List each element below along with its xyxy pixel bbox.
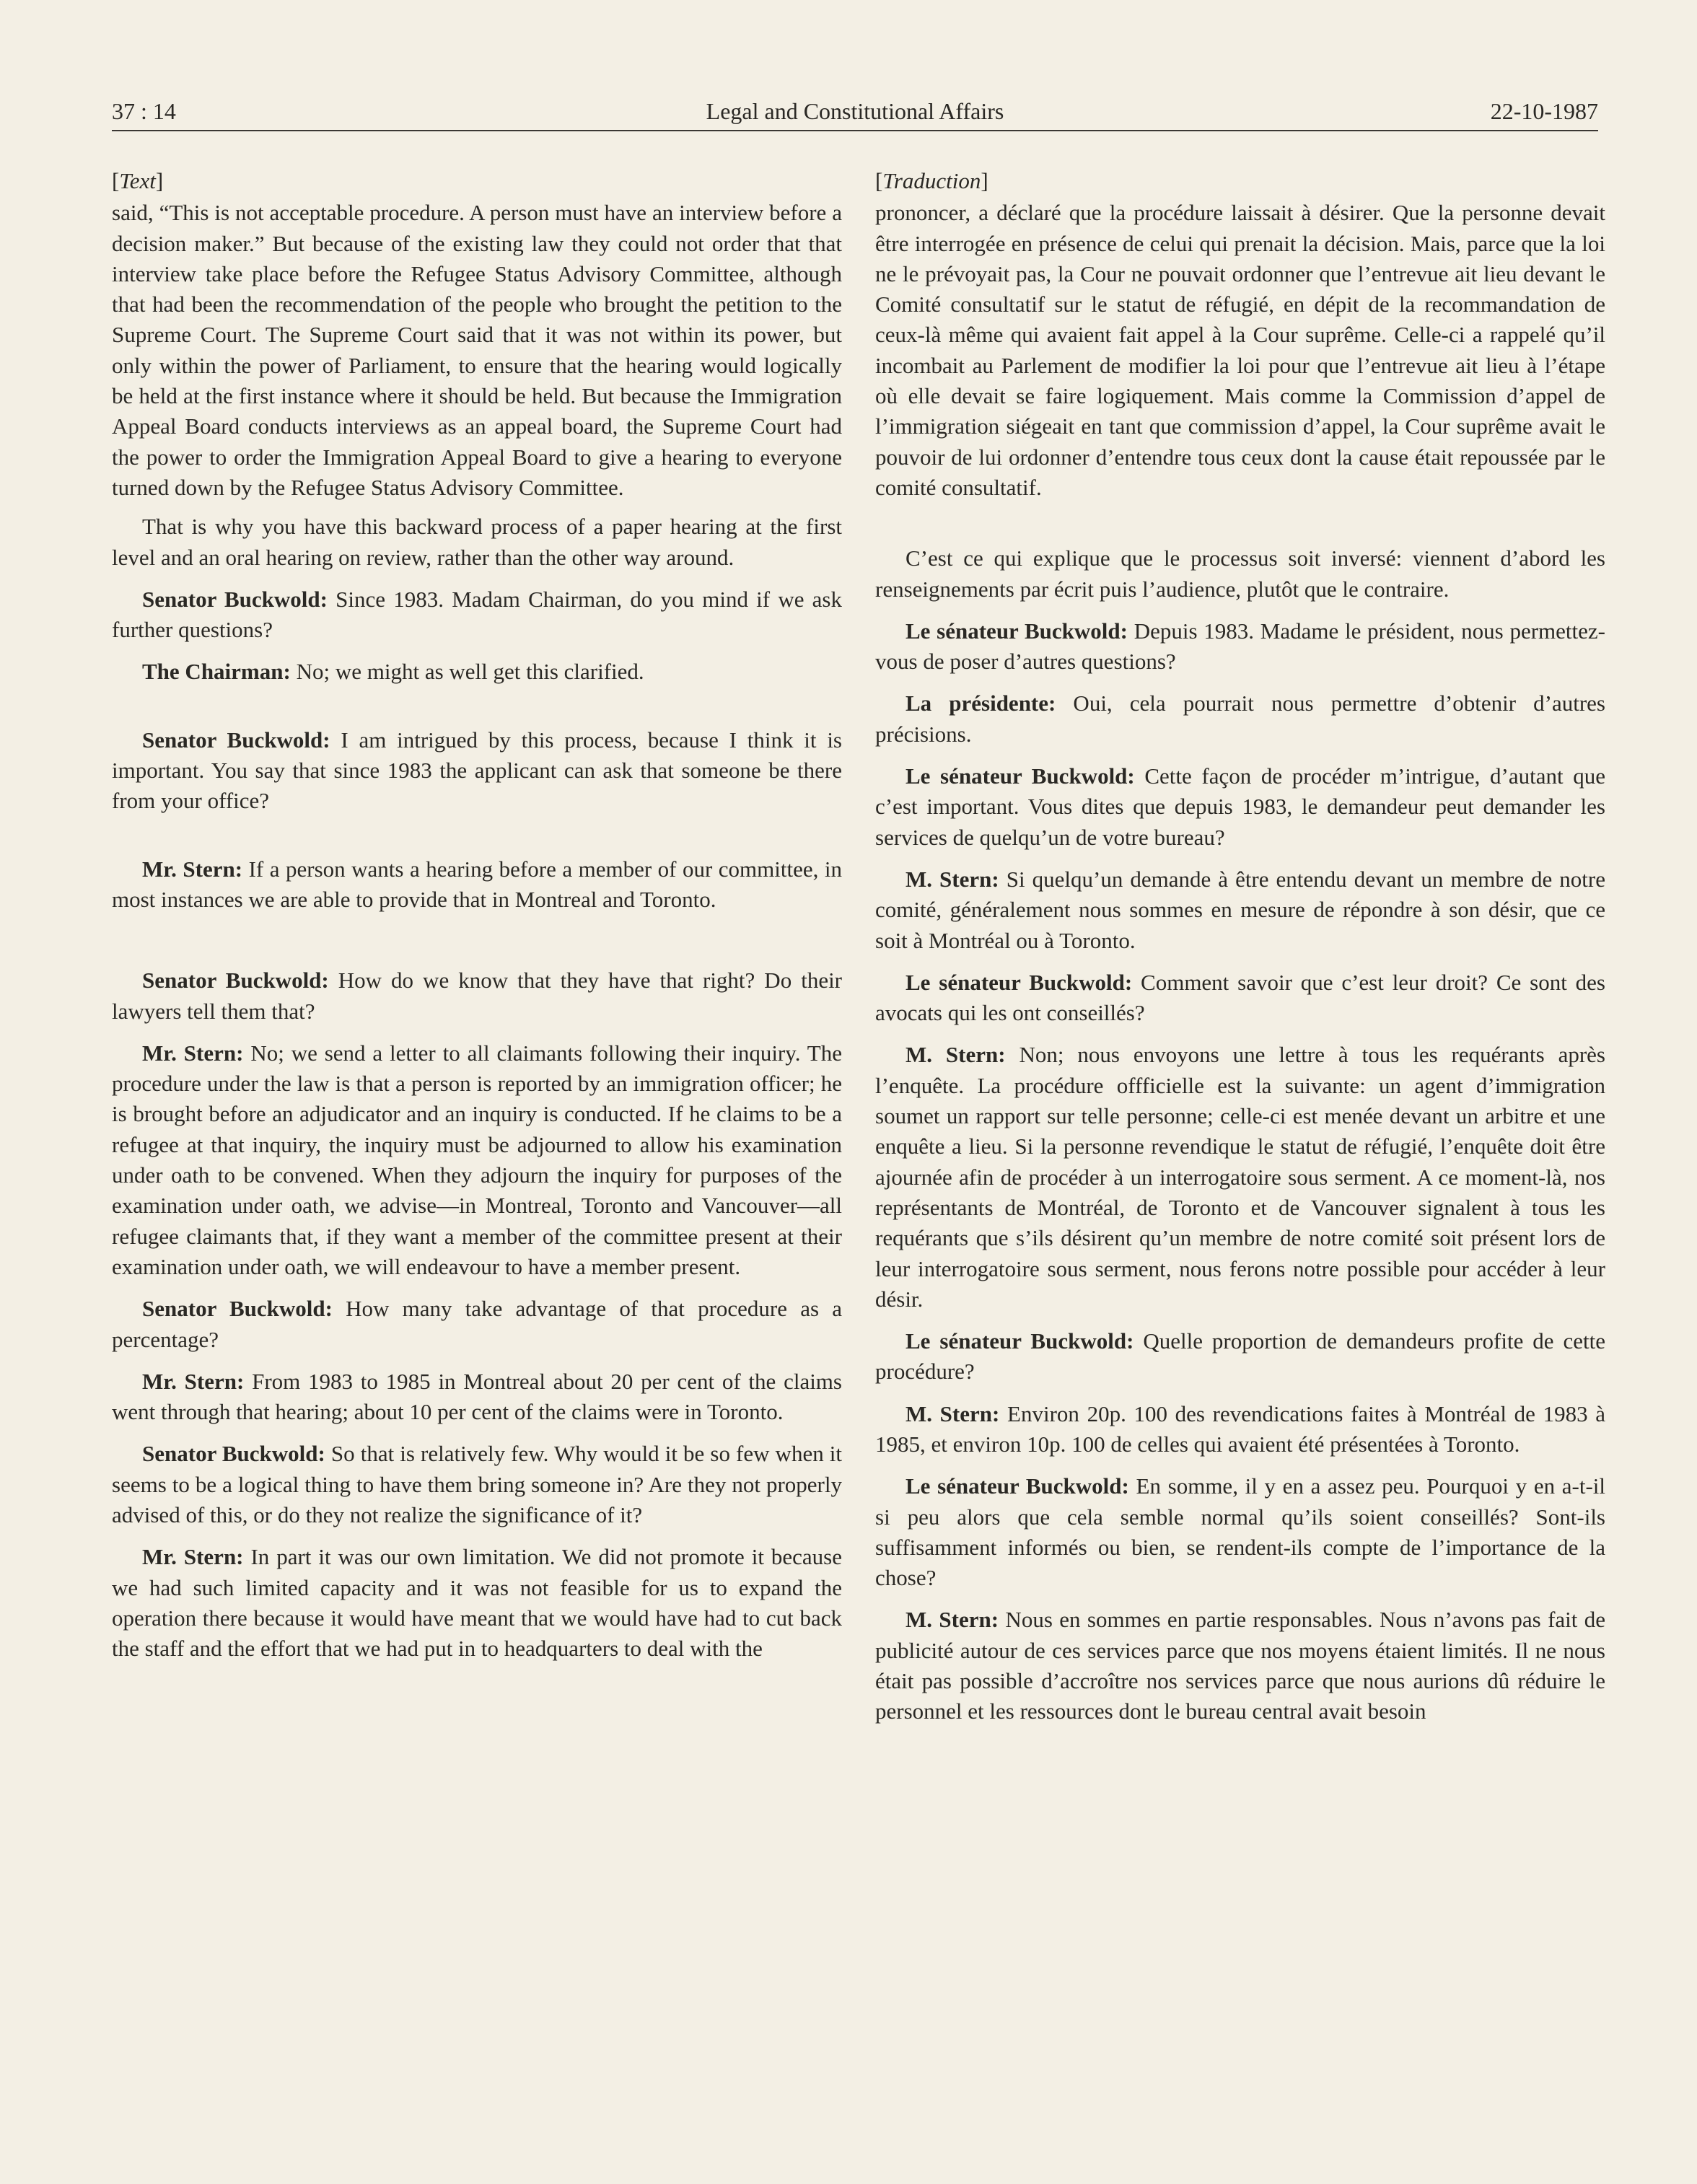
speech: Senator Buckwold: Since 1983. Madam Chairman, do you mind if we ask further questions?	[112, 586, 842, 643]
paragraph: prononcer, a déclaré que la procédure laissait à désirer. Que la personne devait être interrogée en présence de celui qui prenait la décision. Mais, parce que la loi ne le prévoyait pas, la Cour ne pouvait ordonner que l’entrevue ait lieu devant le Comité consultatif sur le statut de réfugié, en dépit de la recommandation de ceux-là même qui avaient fait appel à la Cour suprême. Celle-ci a rappelé qu’il incombait au Parlement de modifier la loi pour que l’entrevue ait lieu à l’étape où elle devait se faire logiquement. Mais comme la Commission d’appel de l’immigration siégeait en tant que commission d’appel, la Cour suprême avait le pouvoir de lui ordonner d’entendre tous ceux dont la cause était repoussée par le comité consultatif.	[875, 200, 1605, 500]
speaker-name: Mr. Stern:	[142, 856, 243, 882]
speaker-name: Senator Buckwold:	[142, 1441, 325, 1467]
speech: Senator Buckwold: So that is relatively few. Why would it be so few when it seems to be a logical thing to have them bring someone in? Are they not properly advised of this, or do they not realize the significance of it?	[112, 1441, 842, 1527]
section-label: [Traduction]	[875, 168, 988, 193]
page-header	[112, 95, 1598, 131]
speaker-name: La présidente:	[905, 690, 1056, 716]
speaker-name: Mr. Stern:	[142, 1040, 244, 1066]
speech: Senator Buckwold: I am intrigued by this process, because I think it is important. You say that since 1983 the applicant can ask that someone be there from your office?	[112, 727, 842, 814]
speaker-name: Senator Buckwold:	[142, 586, 328, 612]
speech: Mr. Stern: In part it was our own limitation. We did not promote it because we had such limited capacity and it was not feasible for us to expand the operation there because it would have meant that we would have had to cut back the staff and the effort that we had put in to headquarters to deal with the	[112, 1544, 842, 1662]
speaker-name: The Chairman:	[142, 659, 291, 685]
speaker-name: M. Stern:	[905, 866, 999, 892]
paragraph: C’est ce qui explique que le processus soit inversé: viennent d’abord les renseignements par écrit puis l’audience, plutôt que le contraire.	[875, 545, 1605, 602]
paragraph: said, “This is not acceptable procedure. A person must have an interview before a decision maker.” But because of the existing law they could not order that that interview take place before the Refugee Status Advisory Committee, although that had been the recommendation of the people who brought the petition to the Supreme Court. The Supreme Court said that it was not within its power, but only within the power of Parliament, to ensure that the hearing would logically be held at the first instance where it should be held. But because the Immigration Appeal Board conducts interviews as an appeal board, the Supreme Court had the power to order the Immigration Appeal Board to give a hearing to everyone turned down by the Refugee Status Advisory Committee.	[112, 200, 842, 500]
speech: The Chairman: No; we might as well get this clarified.	[142, 659, 644, 685]
english-column	[112, 166, 842, 1664]
speaker-name: Le sénateur Buckwold:	[905, 618, 1128, 644]
speaker-name: Le sénateur Buckwold:	[905, 1473, 1129, 1499]
speech: La présidente: Oui, cela pourrait nous permettre d’obtenir d’autres précisions.	[875, 690, 1605, 747]
speech: M. Stern: Non; nous envoyons une lettre à tous les requérants après l’enquête. La procédure offficielle est la suivante: un agent d’immigration soumet un rapport sur telle personne; celle-ci est menée devant un arbitre et une enquête a lieu. Si la personne revendique le statut de réfugié, l’enquête doit être ajournée afin de procéder à un interrogatoire sous serment. A ce moment-là, nos représentants de Montréal, de Toronto et de Vancouver signalent à tous les requérants que s’ils désirent qu’un membre de notre comité soit présent lors de leur interrogatoire sous serment, nous ferons notre possible pour accéder à leur désir.	[875, 1042, 1605, 1312]
speech: Mr. Stern: If a person wants a hearing before a member of our committee, in most instances we are able to provide that in Montreal and Toronto.	[112, 856, 842, 912]
french-column	[875, 166, 1605, 1727]
speaker-name: M. Stern:	[905, 1042, 1006, 1068]
speech: Le sénateur Buckwold: Cette façon de procéder m’intrigue, d’autant que c’est important. Vous dites que depuis 1983, le demandeur peut demander les services de quelqu’un de votre bureau?	[875, 763, 1605, 850]
page-number: 37 : 14	[112, 98, 176, 124]
speech: Le sénateur Buckwold: Comment savoir que c’est leur droit? Ce sont des avocats qui les ont conseillés?	[875, 969, 1605, 1026]
speaker-name: Senator Buckwold:	[142, 1296, 333, 1322]
speech: Le sénateur Buckwold: En somme, il y en a assez peu. Pourquoi y en a-t-il si peu alors que cela semble normal qu’ils soient conseillés? Sont-ils suffisamment informés ou bien, se rendent-ils compte de l’importance de la chose?	[875, 1473, 1605, 1591]
speaker-name: M. Stern:	[905, 1400, 1000, 1426]
speech: Le sénateur Buckwold: Depuis 1983. Madame le président, nous permettez-vous de poser d’autres questions?	[875, 618, 1605, 675]
speech: M. Stern: Si quelqu’un demande à être entendu devant un membre de notre comité, généralement nous sommes en mesure de répondre à son désir, que ce soit à Montréal ou à Toronto.	[875, 866, 1605, 953]
running-title: Legal and Constitutional Affairs	[706, 98, 1004, 124]
speaker-name: Mr. Stern:	[142, 1544, 244, 1570]
speaker-name: Senator Buckwold:	[142, 968, 329, 994]
speech: Mr. Stern: No; we send a letter to all claimants following their inquiry. The procedure under the law is that a person is reported by an immigration officer; he is brought before an adjudicator and an inquiry is conducted. If he claims to be a refugee at that inquiry, the inquiry must be adjourned to allow his examination under oath to be convened. When they adjourn the inquiry for purposes of the examination under oath, we advise—in Montreal, Toronto and Vancouver—all refugee claimants that, if they want a member of the committee present at their examination under oath, we will endeavour to have a member present.	[112, 1040, 843, 1279]
speaker-name: Le sénateur Buckwold:	[905, 763, 1135, 789]
paragraph: That is why you have this backward process of a paper hearing at the first level and an oral hearing on review, rather than the other way around.	[112, 514, 842, 570]
speech: Senator Buckwold: How do we know that they have that right? Do their lawyers tell them that?	[112, 968, 843, 1024]
speaker-name: Senator Buckwold:	[142, 727, 330, 753]
speech: Le sénateur Buckwold: Quelle proportion de demandeurs profite de cette procédure?	[875, 1328, 1605, 1385]
speech: M. Stern: Environ 20p. 100 des revendications faites à Montréal de 1983 à 1985, et environ 10p. 100 de celles qui avaient été présentées à Toronto.	[875, 1400, 1606, 1457]
page-date: 22-10-1987	[1490, 98, 1598, 124]
speaker-name: Mr. Stern:	[142, 1368, 245, 1394]
speech: Mr. Stern: From 1983 to 1985 in Montreal about 20 per cent of the claims went through that hearing; about 10 per cent of the claims were in Toronto.	[112, 1368, 842, 1425]
speaker-name: Le sénateur Buckwold:	[905, 969, 1133, 995]
speaker-name: M. Stern:	[905, 1607, 999, 1633]
speaker-name: Le sénateur Buckwold:	[905, 1328, 1134, 1354]
speech: Senator Buckwold: How many take advantage of that procedure as a percentage?	[112, 1296, 842, 1352]
speech: M. Stern: Nous en sommes en partie responsables. Nous n’avons pas fait de publicité autour de ces services parce que nos moyens étaient limités. Il ne nous était pas possible d’accroître nos services parce que nous aurions dû réduire le personnel et les ressources dont le bureau central avait besoin	[875, 1607, 1606, 1724]
section-label: [Text]	[112, 168, 164, 193]
